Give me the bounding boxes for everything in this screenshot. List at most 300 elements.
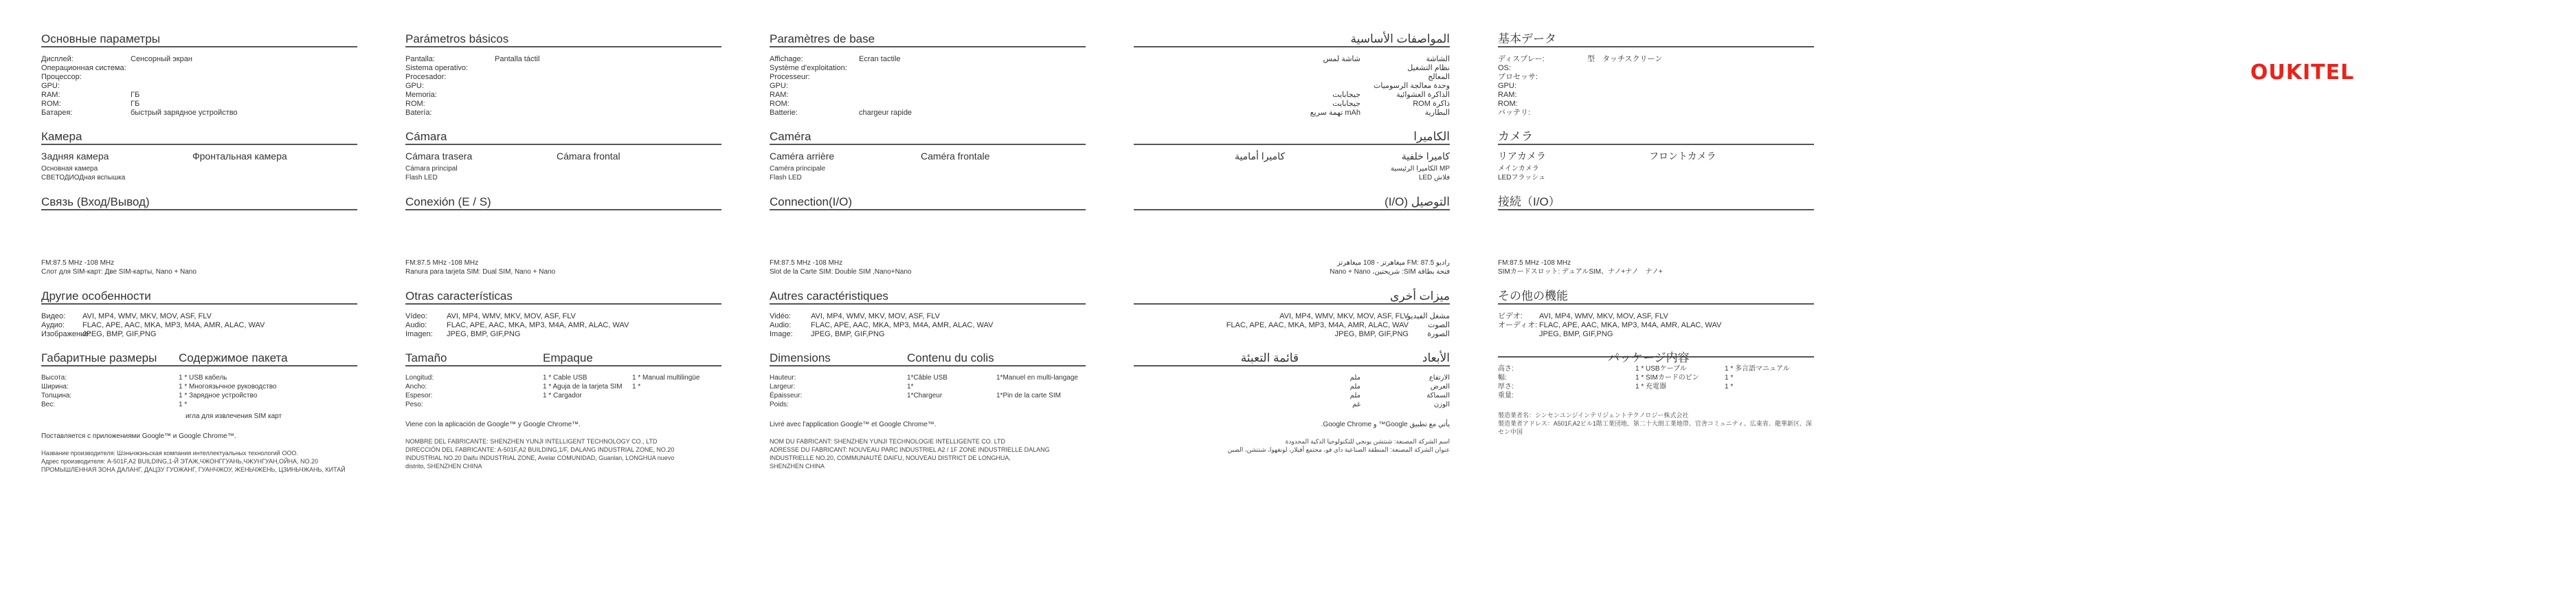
dimension-row — [405, 373, 721, 382]
flash-label: Flash LED — [770, 174, 802, 182]
dimension-row — [1498, 373, 1814, 382]
front-camera-label: フロントカメラ — [1649, 151, 1716, 162]
spec-row — [1134, 90, 1450, 99]
spec-row — [1134, 99, 1450, 108]
format-label: Audio: — [405, 321, 427, 329]
spec-value: chargeur rapide — [859, 109, 912, 117]
spec-label: Батарея: — [41, 109, 73, 117]
format-value: JPEG, BMP, GIF,PNG — [447, 330, 521, 338]
basic-params-list — [1134, 54, 1450, 117]
spec-row — [405, 99, 721, 108]
main-camera-label: メインカメラ — [1498, 165, 1539, 173]
format-row — [405, 320, 721, 329]
spec-column-ar — [1134, 34, 1450, 454]
spec-label: GPU: — [405, 82, 424, 90]
format-value: FLAC, APE, AAC, MKA, MP3, M4A, AMR, ALAC, WAV — [1226, 321, 1409, 329]
flash-label: Flash LED — [405, 174, 438, 182]
spec-row — [405, 90, 721, 99]
media-formats — [405, 311, 721, 338]
basic-params-heading: Parámetros básicos — [405, 34, 721, 47]
format-label: الصورة — [1427, 330, 1450, 338]
manufacturer-line: Адрес производителя: A-501F,A2 BUILDING,1-Й ЭТАЖ,ЧЖОНГГУАНЬ,ЧЖУНГУАН,ОЙНА, NO.20 — [41, 458, 318, 465]
package-title: Empaque — [543, 351, 593, 364]
manufacturer-line: عنوان الشركة المصنعة: المنطقة الصناعية داي فو، مجتمع أفيلار، لونغهوا، شنتشن، الصين — [1227, 446, 1450, 453]
format-row — [41, 311, 357, 320]
sim-slot-text: Ranura para tarjeta SIM: Dual SIM, Nano + Nano — [405, 268, 556, 276]
dimensions-heading — [1134, 353, 1450, 366]
spec-row — [770, 72, 1086, 81]
spec-row — [770, 99, 1086, 108]
media-formats — [1134, 311, 1450, 338]
main-camera-label: Основная камера — [41, 165, 98, 173]
spec-label: الذاكرة العشوائية — [1396, 91, 1450, 99]
format-row — [1134, 320, 1450, 329]
connection-heading: Conexión (E / S) — [405, 197, 721, 210]
spec-label: Pantalla: — [405, 55, 435, 63]
package-title: Contenu du colis — [907, 351, 994, 364]
package-item: 1 * USB кабель — [179, 374, 227, 382]
google-apps-note: يأتي مع تطبيق Google™ و Google Chrome. — [1321, 421, 1450, 428]
dimension-row — [1498, 382, 1814, 391]
main-camera-label: Cámara principal — [405, 165, 458, 173]
spec-label: Batería: — [405, 109, 432, 117]
dimension-label: Высота: — [41, 374, 67, 382]
google-apps-note: Поставляется с приложениями Google™ и Google Chrome™. — [41, 432, 236, 440]
format-label: Audio: — [770, 321, 792, 329]
spec-row — [405, 108, 721, 117]
package-item-2: 1 * Manual multilingüe — [632, 374, 700, 382]
manufacturer-line: ПРОМЫШЛЕННАЯ ЗОНА ДАЛАНГ, ДАЦЗУ ГУОЖАНГ, ГУАНЧЖОУ, ЖЕНЬЧЖЕНЬ, ЦЗИНЬЧЖАНЬ, КИТАЙ — [41, 466, 346, 473]
manufacturer-info — [405, 437, 721, 470]
spec-label: ROM: — [405, 100, 425, 108]
connection-heading: 接続（I/O） — [1498, 197, 1814, 210]
package-item: 1 * USBケーブル — [1635, 365, 1687, 373]
dimension-row — [1134, 400, 1450, 409]
spec-row — [1498, 63, 1814, 72]
spec-column-es — [405, 34, 721, 470]
spec-label: Affichage: — [770, 55, 803, 63]
manufacturer-line: Название производителя: Шэньчжэньская компания интеллектуальных технологий ООО. — [41, 450, 298, 457]
basic-params-heading: المواصفات الأساسية — [1134, 34, 1450, 47]
fm-radio-text: FM:87.5 MHz -108 MHz — [770, 259, 843, 267]
dimension-row — [41, 391, 357, 400]
spec-row — [1498, 99, 1814, 108]
dimension-label: Ширина: — [41, 383, 69, 391]
fm-radio-text: FM:87.5 MHz -108 MHz — [1498, 259, 1571, 267]
spec-label: RAM: — [1498, 91, 1517, 99]
spec-row — [770, 90, 1086, 99]
basic-params-heading: Основные параметры — [41, 34, 357, 47]
spec-label: OS: — [1498, 64, 1511, 72]
camera-heading: カメラ — [1498, 132, 1814, 145]
spec-row — [1134, 72, 1450, 81]
format-row — [770, 329, 1086, 338]
package-item: 1* — [907, 383, 914, 391]
dimensions-heading — [41, 353, 357, 366]
package-item: 1 * SIMカードのピン — [1635, 374, 1699, 382]
fm-radio-text: راديو FM: 87.5 ميغاهرتز - 108 ميغاهرتز — [1336, 259, 1450, 267]
spec-row — [41, 99, 357, 108]
camera-types — [770, 152, 1086, 164]
dimensions-title: Tamaño — [405, 351, 447, 364]
package-title: Содержимое пакета — [179, 351, 288, 364]
basic-params-heading: Paramètres de base — [770, 34, 1086, 47]
spec-row — [770, 81, 1086, 90]
basic-params-list — [770, 54, 1086, 117]
dimensions-title: Габаритные размеры — [41, 351, 157, 364]
format-label: ビデオ: — [1498, 312, 1523, 320]
format-row — [405, 329, 721, 338]
dimension-row — [770, 373, 1086, 382]
basic-params-list — [41, 54, 357, 117]
dimensions-heading — [1498, 351, 1814, 364]
dimension-label: الارتفاع — [1429, 374, 1450, 382]
spec-label: Memoria: — [405, 91, 437, 99]
spec-label: Processeur: — [770, 73, 810, 81]
spec-value: جيجابايت — [1332, 100, 1360, 108]
format-row — [1134, 311, 1450, 320]
dimension-label: Espesor: — [405, 392, 433, 399]
format-row — [1134, 329, 1450, 338]
format-row — [770, 311, 1086, 320]
dimensions-title: الأبعاد — [1422, 351, 1450, 364]
connection-heading: Связь (Вход/Вывод) — [41, 197, 357, 210]
spec-value: ГБ — [131, 91, 140, 99]
dimension-row — [41, 400, 357, 409]
spec-label: نظام التشغيل — [1407, 64, 1450, 72]
front-camera-label: كاميرا أمامية — [1234, 151, 1285, 162]
camera-heading: الكاميرا — [1134, 132, 1450, 145]
package-item-2: 1*Pin de la carte SIM — [996, 392, 1061, 399]
dimensions-package-list — [1498, 364, 1814, 400]
spec-row — [1498, 81, 1814, 90]
manufacturer-info — [1134, 437, 1450, 454]
package-item: ملم — [1349, 383, 1360, 391]
rear-camera-label: كاميرا خلفية — [1401, 151, 1450, 162]
dimensions-package-list — [770, 373, 1086, 409]
spec-label: Batterie: — [770, 109, 798, 117]
format-label: Imagen: — [405, 330, 433, 338]
google-apps-note: Livré avec l'application Google™ et Google Chrome™. — [770, 421, 937, 428]
media-formats — [41, 311, 357, 338]
package-item-2: 1 * — [1725, 374, 1734, 382]
format-label: Vídeo: — [405, 312, 427, 320]
format-value: JPEG, BMP, GIF,PNG — [82, 330, 157, 338]
camera-heading: Cámara — [405, 132, 721, 145]
front-camera-label: Caméra frontale — [921, 151, 990, 162]
connection-spacer — [41, 217, 357, 259]
format-label: Видео: — [41, 312, 66, 320]
spec-label: المعالج — [1428, 73, 1450, 81]
format-row — [41, 329, 357, 338]
spec-label: GPU: — [1498, 82, 1516, 90]
spec-label: Дисплей: — [41, 55, 74, 63]
package-item: 1 * Многоязычное руководство — [179, 383, 277, 391]
manufacturer-line: NOM DU FABRICANT: SHENZHEN YUNJI TECHNOLOGIE INTELLIGENTE CO. LTD — [770, 438, 1006, 445]
dimensions-heading — [770, 353, 1086, 366]
dimension-row — [405, 400, 721, 409]
package-item: 1 * 充電器 — [1635, 383, 1667, 391]
rear-camera-label: Cámara trasera — [405, 151, 473, 162]
dimension-label: 重量: — [1498, 392, 1514, 399]
spec-row — [1134, 108, 1450, 117]
spec-value: быстрый зарядное устройство — [131, 109, 238, 117]
format-label: Vidéo: — [770, 312, 791, 320]
spec-row — [41, 90, 357, 99]
spec-row — [770, 63, 1086, 72]
spec-label: الشاشة — [1426, 55, 1450, 63]
format-row — [1498, 320, 1814, 329]
spec-label: バッテリ: — [1498, 109, 1531, 117]
sim-slot-text: فتحة بطاقة SIM: شريحتين، Nano + Nano — [1330, 268, 1450, 276]
spec-label: ディスプレー: — [1498, 55, 1545, 63]
format-row — [1498, 329, 1814, 338]
spec-row — [770, 108, 1086, 117]
package-item-2: 1 * 多言語マニュアル — [1725, 365, 1790, 373]
package-item: ملم — [1349, 392, 1360, 399]
dimension-row — [770, 391, 1086, 400]
other-features-heading: Autres caractéristiques — [770, 292, 1086, 305]
format-label: مشغل الفيديو — [1407, 312, 1450, 320]
spec-row — [1134, 63, 1450, 72]
package-item: 1 * Aguja de la tarjeta SIM — [543, 383, 623, 391]
spec-value: شاشة لمس — [1323, 55, 1360, 63]
spec-column-fr — [770, 34, 1086, 470]
spec-label: ROM: — [1498, 100, 1518, 108]
spec-column-ru — [41, 34, 357, 474]
dimensions-title: Dimensions — [770, 351, 831, 364]
package-item: 1 * Cargador — [543, 392, 582, 399]
main-camera-label: Caméra principale — [770, 165, 826, 173]
dimension-label: Largeur: — [770, 383, 796, 391]
format-value: JPEG, BMP, GIF,PNG — [1334, 330, 1409, 338]
connection-spacer — [1134, 217, 1450, 259]
dimension-row — [1498, 391, 1814, 400]
dimension-row — [41, 382, 357, 391]
dimension-label: Longitud: — [405, 374, 434, 382]
format-value: FLAC, APE, AAC, MKA, MP3, M4A, AMR, ALAC, WAV — [447, 321, 629, 329]
format-label: الصوت — [1428, 321, 1450, 329]
spec-row — [1498, 108, 1814, 117]
spec-row — [41, 63, 357, 72]
format-value: FLAC, APE, AAC, MKA, MP3, M4A, AMR, ALAC, WAV — [1539, 321, 1722, 329]
sim-slot-text: SIMカードスロット: デュアルSIM、ナノ+ナノ ナノ+ — [1498, 268, 1663, 276]
media-formats — [1498, 311, 1814, 338]
format-value: FLAC, APE, AAC, MKA, MP3, M4A, AMR, ALAC, WAV — [82, 321, 265, 329]
camera-types — [41, 152, 357, 164]
package-item: ملم — [1349, 374, 1360, 382]
spec-row — [1498, 72, 1814, 81]
dimension-row — [770, 382, 1086, 391]
rear-camera-label: リアカメラ — [1498, 151, 1546, 162]
format-row — [1498, 311, 1814, 320]
package-item: 1*Chargeur — [907, 392, 943, 399]
dimension-label: السماكة — [1426, 392, 1450, 399]
spec-row — [770, 54, 1086, 63]
spec-label: ROM: — [41, 100, 61, 108]
format-label: Изображение: — [41, 330, 91, 338]
manufacturer-line: اسم الشركة المصنعة: شنتشن يونجي للتكنولوجيا الذكية المحدودة — [1285, 438, 1450, 445]
spec-label: ذاكرة ROM — [1413, 100, 1450, 108]
connection-heading: Connection(I/O) — [770, 197, 1086, 210]
package-title: قائمة التعبئة — [1240, 351, 1299, 364]
format-value: JPEG, BMP, GIF,PNG — [1539, 330, 1613, 338]
sim-slot-text: Слот для SIM-карт: Две SIM-карты, Nano + Nano — [41, 268, 197, 276]
oukitel-logo: OUKITEL — [2250, 61, 2355, 85]
dimension-row — [770, 400, 1086, 409]
connection-spacer — [770, 217, 1086, 259]
spec-label: Système d'exploitation: — [770, 64, 847, 72]
dimensions-heading — [405, 353, 721, 366]
spec-label: البطارية — [1424, 109, 1450, 117]
package-item: 1 * Cable USB — [543, 374, 587, 382]
package-item: 1 * Зарядное устройство — [179, 392, 258, 399]
manufacturer-info — [41, 449, 357, 474]
format-value: AVI, MP4, WMV, MKV, MOV, ASF, FLV — [811, 312, 940, 320]
sim-slot-text: Slot de la Carte SIM: Double SIM ,Nano+Nano — [770, 268, 912, 276]
dimension-row — [41, 373, 357, 382]
spec-label: RAM: — [41, 91, 60, 99]
manufacturer-line: ADRESSE DU FABRICANT: NOUVEAU PARC INDUSTRIEL A2 / 1F ZONE INDUSTRIELLE DALANG — [770, 446, 1050, 453]
spec-value: ГБ — [131, 100, 140, 108]
basic-params-list — [1498, 54, 1814, 117]
other-features-heading: Otras características — [405, 292, 721, 305]
google-apps-note: Viene con la aplicación de Google™ y Google Chrome™. — [405, 421, 581, 428]
spec-value: Pantalla táctil — [495, 55, 540, 63]
package-item: غم — [1352, 401, 1360, 408]
spec-value: mAh تهمة سريع — [1310, 109, 1360, 117]
format-value: FLAC, APE, AAC, MKA, MP3, M4A, AMR, ALAC, WAV — [811, 321, 994, 329]
media-formats — [770, 311, 1086, 338]
basic-params-heading: 基本データ — [1498, 34, 1814, 47]
fm-radio-text: FM:87.5 MHz -108 MHz — [41, 259, 115, 267]
format-row — [41, 320, 357, 329]
package-extra-item: игла для извлечения SIM карт — [186, 413, 282, 420]
format-value: AVI, MP4, WMV, MKV, MOV, ASF, FLV — [447, 312, 576, 320]
dimension-row — [1134, 373, 1450, 382]
manufacturer-info — [1498, 411, 1814, 436]
dimensions-package-list — [1134, 373, 1450, 409]
spec-row — [1498, 90, 1814, 99]
manufacturer-info — [770, 437, 1086, 470]
dimension-label: 幅: — [1498, 374, 1507, 382]
format-label: Аудио: — [41, 321, 65, 329]
manufacturer-line: distrito, SHENZHEN CHINA — [405, 463, 482, 470]
package-item: 1 * — [179, 401, 188, 408]
fm-radio-text: FM:87.5 MHz -108 MHz — [405, 259, 479, 267]
spec-label: Процессор: — [41, 73, 82, 81]
manufacturer-line: DIRECCIÓN DEL FABRICANTE: A-501F,A2 BUILDING,1/F, DALANG INDUSTRIAL ZONE, NO.20 — [405, 446, 675, 453]
spec-value: Ecran tactile — [859, 55, 901, 63]
package-item-2: 1 * — [632, 383, 641, 391]
spec-label: ROM: — [770, 100, 789, 108]
camera-types — [405, 152, 721, 164]
main-camera-label: MP الكاميرا الرئيسية — [1390, 165, 1450, 173]
spec-row — [1498, 54, 1814, 63]
spec-row — [405, 54, 721, 63]
package-title: パッケージ内容 — [1608, 351, 1690, 364]
dimensions-package-list — [41, 373, 357, 409]
dimension-label: العرض — [1430, 383, 1450, 391]
spec-label: RAM: — [770, 91, 789, 99]
spec-row — [405, 72, 721, 81]
format-value: AVI, MP4, WMV, MKV, MOV, ASF, FLV — [1279, 312, 1409, 320]
dimension-label: Толщина: — [41, 392, 72, 399]
format-label: オーディオ: — [1498, 321, 1538, 329]
flash-label: فلاش LED — [1418, 174, 1450, 182]
dimension-label: Вес: — [41, 401, 56, 408]
manufacturer-line: SHENZHEN CHINA — [770, 463, 825, 470]
spec-row — [41, 54, 357, 63]
camera-types — [1498, 152, 1814, 164]
other-features-heading: ميزات أخرى — [1134, 292, 1450, 305]
dimension-row — [405, 382, 721, 391]
spec-label: وحدة معالجة الرسوميات — [1374, 82, 1450, 90]
dimension-row — [405, 391, 721, 400]
spec-label: Procesador: — [405, 73, 447, 81]
dimension-label: Peso: — [405, 401, 423, 408]
flash-label: LEDフラッシュ — [1498, 174, 1546, 182]
spec-row — [41, 72, 357, 81]
camera-heading: Камера — [41, 132, 357, 145]
dimension-label: الوزن — [1433, 401, 1450, 408]
spec-value: Сенсорный экран — [131, 55, 192, 63]
dimension-label: Poids: — [770, 401, 789, 408]
camera-heading: Caméra — [770, 132, 1086, 145]
format-row — [770, 320, 1086, 329]
rear-camera-label: Caméra arrière — [770, 151, 835, 162]
spec-value: 型 タッチスクリーン — [1587, 55, 1663, 63]
dimension-label: Hauteur: — [770, 374, 796, 382]
dimension-row — [1134, 382, 1450, 391]
format-label: Image: — [770, 330, 793, 338]
connection-spacer — [1498, 217, 1814, 259]
spec-row — [41, 108, 357, 117]
dimension-row — [1134, 391, 1450, 400]
connection-heading: التوصيل (I/O) — [1134, 197, 1450, 210]
manufacturer-line: INDUSTRIAL NO.20 Daifu INDUSTRIAL ZONE, Avelar COMUNIDAD, Guanlan, LONGHUA nuevo — [405, 454, 675, 461]
dimension-row — [1498, 364, 1814, 373]
basic-params-list — [405, 54, 721, 117]
spec-label: プロセッサ: — [1498, 73, 1538, 81]
other-features-heading: Другие особенности — [41, 292, 357, 305]
spec-column-ja — [1498, 34, 1814, 436]
front-camera-label: Cámara frontal — [557, 151, 620, 162]
camera-types — [1134, 152, 1450, 164]
other-features-heading: その他の機能 — [1498, 292, 1814, 305]
spec-label: GPU: — [41, 82, 60, 90]
manufacturer-line: 製造業者名：シンセンユンジインテリジェントテクノロジー株式会社 — [1498, 412, 1689, 419]
format-value: JPEG, BMP, GIF,PNG — [811, 330, 885, 338]
manufacturer-line: INDUSTRIELLE NO.20, COMMUNAUTÉ DAIFU, NOUVEAU DISTRICT DE LONGHUA, — [770, 454, 1011, 461]
format-row — [405, 311, 721, 320]
dimension-label: Ancho: — [405, 383, 427, 391]
spec-label: Операционная система: — [41, 64, 126, 72]
spec-row — [405, 63, 721, 72]
spec-label: Sistema operativo: — [405, 64, 469, 72]
spec-label: GPU: — [770, 82, 788, 90]
dimension-label: 厚さ: — [1498, 383, 1514, 391]
front-camera-label: Фронтальная камера — [192, 151, 287, 162]
package-item-2: 1 * — [1725, 383, 1734, 391]
connection-spacer — [405, 217, 721, 259]
format-value: AVI, MP4, WMV, MKV, MOV, ASF, FLV — [1539, 312, 1668, 320]
spec-row — [1134, 54, 1450, 63]
manufacturer-line: NOMBRE DEL FABRICANTE: SHENZHEN YUNJI INTELLIGENT TECHNOLOGY CO., LTD — [405, 438, 658, 445]
format-value: AVI, MP4, WMV, MKV, MOV, ASF, FLV — [82, 312, 212, 320]
spec-row — [41, 81, 357, 90]
dimension-label: Épaisseur: — [770, 392, 803, 399]
